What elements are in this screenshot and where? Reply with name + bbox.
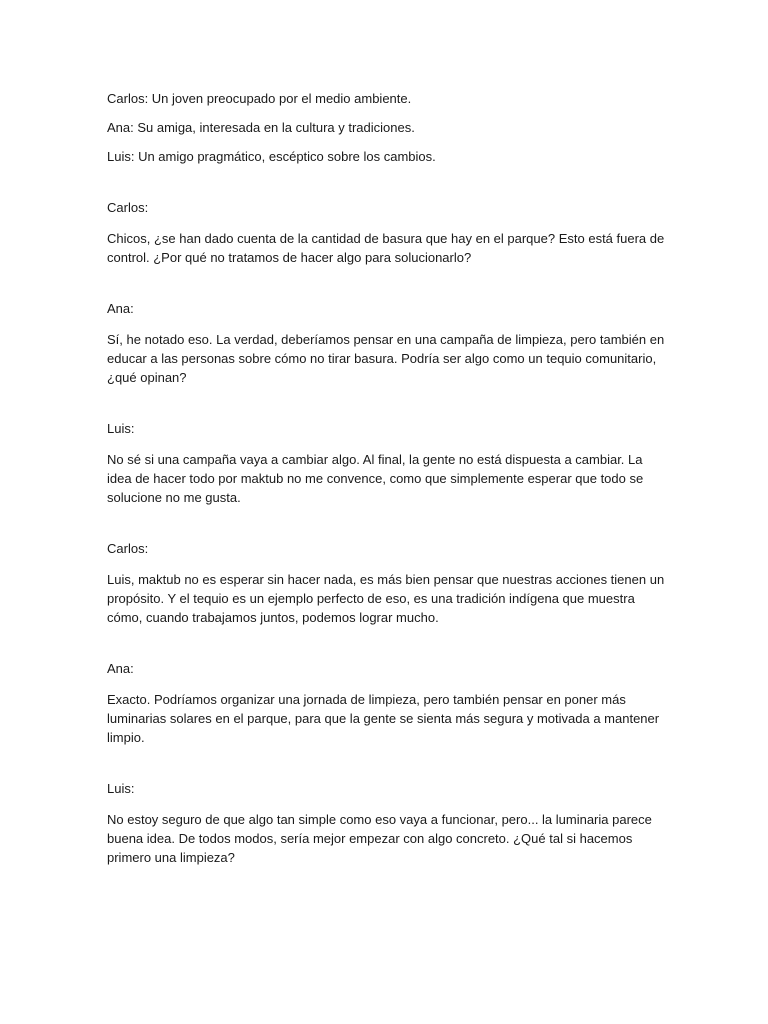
speaker-label: Luis: <box>107 421 135 436</box>
dialogue-turn <box>107 299 667 387</box>
speaker-label: Ana: <box>107 661 134 676</box>
character-luis: Luis: Un amigo pragmático, escéptico sobre los cambios. <box>107 149 436 164</box>
speaker-label: Luis: <box>107 781 135 796</box>
speech-text: Exacto. Podríamos organizar una jornada de limpieza, pero también pensar en poner más luminarias solares en el parque, para que la gente se sienta más segura y motivada a mantener limpio. <box>107 692 660 745</box>
dialogue-turn <box>107 539 667 627</box>
speech-text: Luis, maktub no es esperar sin hacer nada, es más bien pensar que nuestras acciones tienen un propósito. Y el tequio es un ejemplo perfecto de eso, es una tradición indígena que muestra cómo, cuando trabajamos juntos, podemos lograr mucho. <box>107 572 665 625</box>
dialogue-turn <box>107 659 667 747</box>
speech-text: No sé si una campaña vaya a cambiar algo. Al final, la gente no está dispuesta a cambiar. La idea de hacer todo por maktub no me convence, como que simplemente esperar que todo se solucione no me gusta. <box>107 452 644 505</box>
speech-text: No estoy seguro de que algo tan simple como eso vaya a funcionar, pero... la luminaria parece buena idea. De todos modos, sería mejor empezar con algo concreto. ¿Qué tal si hacemos primero una limpieza? <box>107 812 652 865</box>
speech-text: Chicos, ¿se han dado cuenta de la cantidad de basura que hay en el parque? Esto está fuera de control. ¿Por qué no tratamos de hacer algo para solucionarlo? <box>107 231 665 265</box>
dialogue-turn <box>107 779 667 867</box>
speaker-label: Ana: <box>107 301 134 316</box>
speaker-label: Carlos: <box>107 200 149 215</box>
character-list <box>107 89 667 166</box>
dialogue-turn <box>107 198 667 267</box>
speech-text: Sí, he notado eso. La verdad, deberíamos pensar en una campaña de limpieza, pero también en educar a las personas sobre cómo no tirar basura. Podría ser algo como un tequio comunitario, ¿qué opinan? <box>107 332 665 385</box>
character-carlos: Carlos: Un joven preocupado por el medio ambiente. <box>107 91 412 106</box>
speaker-label: Carlos: <box>107 541 149 556</box>
dialogue-turn <box>107 419 667 507</box>
character-ana: Ana: Su amiga, interesada en la cultura y tradiciones. <box>107 120 415 135</box>
document-page <box>107 89 667 899</box>
